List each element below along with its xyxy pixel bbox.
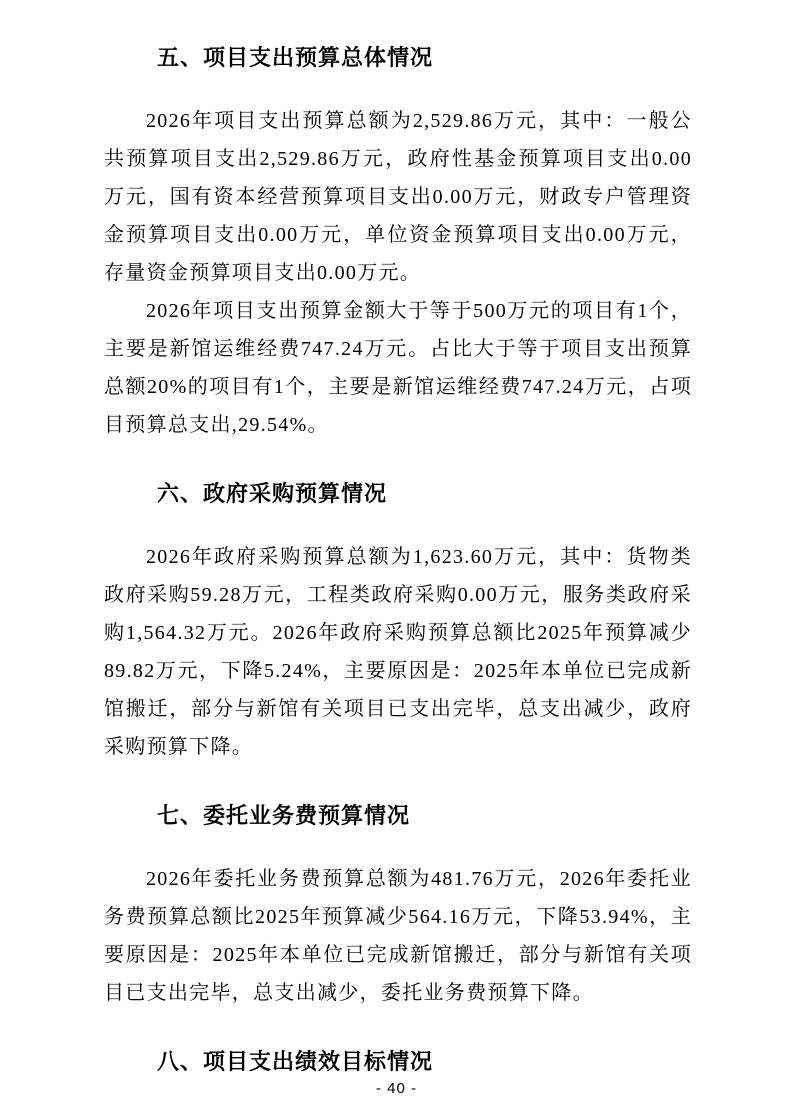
section-heading-8: 八、项目支出绩效目标情况 [157, 1049, 434, 1074]
section-heading-5: 五、项目支出预算总体情况 [157, 45, 434, 70]
section-heading-6: 六、政府采购预算情况 [157, 481, 388, 506]
section-performance-targets [104, 1048, 692, 1076]
paragraph-project-budget-total: 2026年项目支出预算总额为2,529.86万元，其中：一般公共预算项目支出2,529.86万元，政府性基金预算项目支出0.00万元，国有资本经营预算项目支出0.00万元，财政专户管理资金预算项目支出0.00万元，单位资金预算项目支出0.00万元，存量资金预算项目支出0.00万元。 [104, 110, 692, 284]
section-entrusted-business-fee [104, 802, 692, 1012]
paragraph-large-projects: 2026年项目支出预算金额大于等于500万元的项目有1个，主要是新馆运维经费747.24万元。占比大于等于项目支出预算总额20%的项目有1个，主要是新馆运维经费747.24万元，占项目预算总支出,29.54%。 [104, 300, 692, 436]
section-project-expenditure-overview [104, 44, 692, 444]
page-number: - 40 - [375, 1080, 417, 1097]
section-heading-7: 七、委托业务费预算情况 [157, 803, 411, 828]
section-government-procurement [104, 480, 692, 766]
paragraph-entrusted-fee-budget: 2026年委托业务费预算总额为481.76万元，2026年委托业务费预算总额比2025年预算减少564.16万元，下降53.94%，主要原因是：2025年本单位已完成新馆搬迁，部分与新馆有关项目已支出完毕，总支出减少，委托业务费预算下降。 [104, 868, 692, 1004]
paragraph-procurement-budget: 2026年政府采购预算总额为1,623.60万元，其中：货物类政府采购59.28万元，工程类政府采购0.00万元，服务类政府采购1,564.32万元。2026年政府采购预算总额比2025年预算减少89.82万元，下降5.24%，主要原因是：2025年本单位已完成新馆搬迁，部分与新馆有关项目已支出完毕，总支出减少，政府采购预算下降。 [104, 546, 692, 758]
